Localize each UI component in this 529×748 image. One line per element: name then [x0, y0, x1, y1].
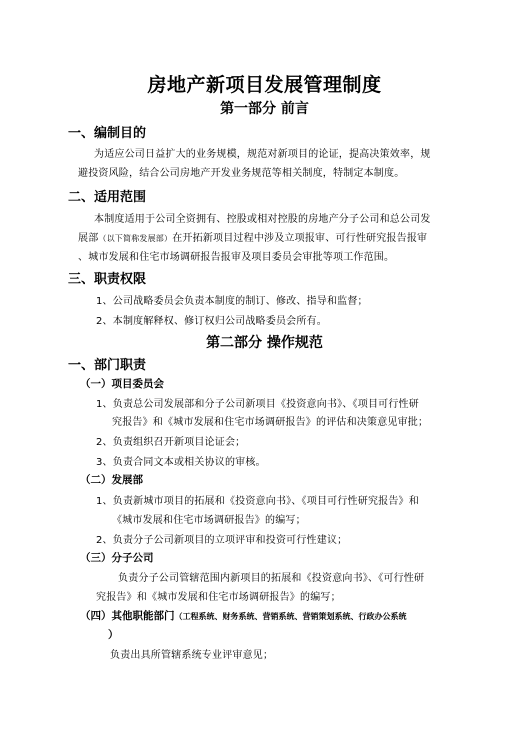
section1-para-line2: 避投资风险，结合公司房地产开发业务规范等相关制度，特制定本制度。 [78, 168, 405, 179]
section2-para-line2-start: 展部 [78, 233, 99, 244]
section2-para-line3: 、城市发展和住宅市场调研报告报审及项目委员会审批等项工作范围。 [78, 252, 395, 263]
part2-heading: 第二部分 操作规范 [206, 335, 323, 351]
document-title: 房地产新项目发展管理制度 [147, 74, 382, 96]
subsection4-title: （四）其他职能部门 [80, 610, 175, 622]
section3-item1: 1、公司战略委员会负责本制度的制订、修改、指导和监督； [96, 296, 368, 307]
subsection4-systems: （工程系统、财务系统、营销系统、营销策划系统、行政办公系统 [174, 612, 407, 621]
subsection2-heading: （二）发展部 [80, 474, 143, 486]
sub1-item1-line1: 1、负责总公司发展部和分子公司新项目《投资意向书》、《项目可行性研 [96, 399, 419, 410]
section3-item2: 2、本制度解释权、修订权归公司战略委员会所有。 [96, 316, 327, 327]
subsection4-close-paren: ） [108, 629, 119, 641]
section2-para-note: （以下简称发展部） [98, 234, 173, 243]
sub1-item3: 3、负责合同文本或相关协议的审核。 [96, 457, 266, 468]
sub3-para-line1: 负责分子公司管辖范围内新项目的拓展和《投资意向书》、《可行性研 [118, 573, 425, 584]
sub2-item1-line2: 《城市发展和住宅市场调研报告》的编写； [112, 515, 306, 526]
section1-heading: 一、编制目的 [68, 126, 147, 141]
section2-para-line1: 本制度适用于公司全资拥有、控股或相对控股的房地产分子公司和总公司发 [94, 214, 431, 225]
sub1-item2: 2、负责组织召开新项目论证会； [96, 437, 246, 448]
sub2-item2: 2、负责分子公司新项目的立项评审和投资可行性建议； [96, 535, 348, 546]
section2-para-line2-end: 在开拓新项目过程中涉及立项报审、可行性研究报告报审 [172, 233, 428, 244]
section2-heading: 二、适用范围 [68, 190, 147, 205]
subsection4-heading [80, 608, 407, 623]
sub2-item1-line1: 1、负责新城市项目的拓展和《投资意向书》、《项目可行性研究报告》和 [96, 496, 419, 507]
section1-para-line1: 为适应公司日益扩大的业务规模，规范对新项目的论证，提高决策效率，规 [94, 149, 431, 160]
sub4-para: 负责出具所管辖系统专业评审意见； [110, 650, 274, 661]
section2-para-line2 [78, 229, 427, 244]
subsection3-heading: （三）分子公司 [80, 552, 154, 564]
part1-heading: 第一部分 前言 [220, 101, 309, 117]
section3-heading: 三、职责权限 [68, 272, 147, 287]
subsection1-heading: （一）项目委员会 [80, 378, 164, 390]
sub3-para-line2: 究报告》和《城市发展和住宅市场调研报告》的编写； [96, 592, 341, 603]
dept-duties-heading: 一、部门职责 [68, 358, 147, 373]
sub1-item1-line2: 究报告》和《城市发展和住宅市场调研报告》的评估和决策意见审批； [112, 417, 429, 428]
